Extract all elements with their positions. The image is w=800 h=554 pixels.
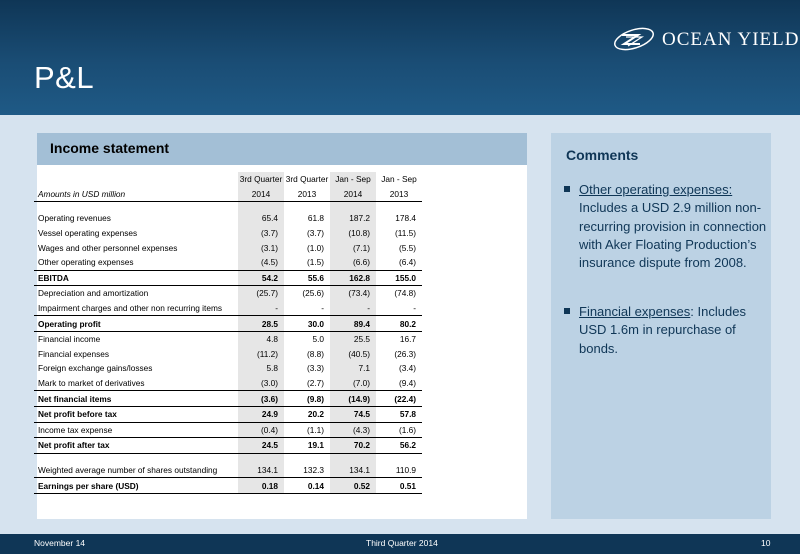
table-cell: (74.8)	[394, 288, 416, 299]
table-cell: (0.4)	[238, 422, 284, 438]
table-row-subtotal	[34, 391, 422, 407]
table-cell: (1.5)	[306, 257, 324, 268]
table-cell: 20.2	[284, 406, 330, 422]
table-cell: 0.51	[376, 478, 422, 494]
table-row-subtotal	[34, 478, 422, 494]
table-row	[34, 331, 422, 346]
table-cell: (5.5)	[398, 242, 416, 253]
table-cell: 56.2	[376, 438, 422, 454]
row-label: Financial income	[38, 334, 101, 345]
row-label: EBITDA	[34, 270, 238, 286]
table-cell: 0.52	[330, 478, 376, 494]
column-header-row-1	[34, 172, 422, 187]
table-row	[34, 361, 422, 376]
table-cell: 55.6	[284, 270, 330, 286]
table-cell: (9.8)	[284, 391, 330, 407]
table-cell: (2.7)	[306, 378, 324, 389]
column-header: Jan - Sep	[381, 174, 417, 185]
row-label: Mark to market of derivatives	[38, 378, 145, 389]
table-cell: 24.5	[238, 438, 284, 454]
units-label: Amounts in USD million	[34, 187, 238, 202]
table-row	[34, 240, 422, 255]
row-label: Wages and other personnel expenses	[38, 242, 178, 253]
table-row	[34, 301, 422, 316]
row-label: Net financial items	[34, 391, 238, 407]
table-cell: (6.4)	[398, 257, 416, 268]
column-header: 2014	[330, 187, 376, 202]
table-cell: (1.6)	[398, 424, 416, 435]
income-statement-title: Income statement	[50, 140, 170, 156]
table-cell: 132.3	[284, 463, 330, 478]
table-cell: (1.0)	[306, 242, 324, 253]
table-cell: 28.5	[238, 316, 284, 332]
table-cell: 187.2	[330, 211, 376, 226]
bullet-square-icon	[564, 308, 570, 314]
row-label: Depreciation and amortization	[38, 288, 149, 299]
table-cell: (73.4)	[330, 286, 376, 301]
footer-bar	[0, 534, 800, 554]
table-cell: 16.7	[399, 334, 416, 345]
table-cell: (7.0)	[330, 376, 376, 391]
table-row	[34, 422, 422, 438]
table-cell: (14.9)	[330, 391, 376, 407]
income-statement-table	[34, 172, 422, 494]
column-header: 2013	[284, 187, 330, 202]
table-cell: 110.9	[376, 463, 422, 478]
table-row	[34, 226, 422, 241]
table-row	[34, 347, 422, 362]
table-cell: 5.0	[312, 334, 324, 345]
table-cell: (3.7)	[238, 226, 284, 241]
table-cell: 65.4	[238, 211, 284, 226]
table-cell: 7.1	[330, 361, 376, 376]
table-cell: 24.9	[238, 406, 284, 422]
row-label: Other operating expenses	[38, 257, 134, 268]
table-cell: 0.18	[238, 478, 284, 494]
row-label: Weighted average number of shares outstanding	[34, 463, 238, 478]
table-cell: (3.1)	[238, 240, 284, 255]
table-cell: 134.1	[330, 463, 376, 478]
table-cell: (4.3)	[330, 422, 376, 438]
table-cell: (3.0)	[238, 376, 284, 391]
row-label: Income tax expense	[38, 424, 113, 435]
table-row	[34, 376, 422, 391]
table-cell: 0.14	[284, 478, 330, 494]
table-row-subtotal	[34, 270, 422, 286]
row-label: Financial expenses	[38, 348, 110, 359]
table-cell: (25.7)	[238, 286, 284, 301]
column-header: 3rd Quarter	[285, 174, 329, 185]
row-label: Operating revenues	[38, 213, 111, 224]
table-cell: (25.6)	[302, 288, 324, 299]
table-cell: 74.5	[330, 406, 376, 422]
page-title: P&L	[34, 60, 95, 95]
table-cell: (26.3)	[394, 348, 416, 359]
column-header: 2013	[376, 187, 422, 202]
logo-text: OCEAN YIELD	[662, 29, 800, 50]
table-cell: (22.4)	[376, 391, 422, 407]
table-cell: 30.0	[284, 316, 330, 332]
table-cell: (10.8)	[330, 226, 376, 241]
table-cell: (4.5)	[238, 255, 284, 270]
table-cell: 70.2	[330, 438, 376, 454]
footer-date: November 14	[34, 538, 86, 548]
row-label: Foreign exchange gains/losses	[38, 363, 153, 374]
table-cell: (3.7)	[306, 228, 324, 239]
comment-body: Includes a USD 2.9 million non-recurring provision in connection with Aker Floating Production’s insurance dispute from 2008.	[579, 200, 767, 271]
row-label: Net profit before tax	[34, 406, 238, 422]
table-cell: (6.6)	[330, 255, 376, 270]
table-row	[34, 255, 422, 270]
comment-heading: Financial expenses	[579, 304, 691, 319]
table-cell: 25.5	[330, 331, 376, 346]
row-label: Vessel operating expenses	[38, 228, 138, 239]
column-header: 3rd Quarter	[238, 172, 284, 187]
table-row	[34, 286, 422, 301]
table-cell: (3.3)	[306, 363, 324, 374]
table-cell: 155.0	[376, 270, 422, 286]
table-cell: (8.8)	[306, 348, 324, 359]
column-header: 2014	[238, 187, 284, 202]
table-cell: 178.4	[395, 213, 416, 224]
page-number: 10	[761, 538, 771, 548]
column-header-row-2	[34, 187, 422, 202]
company-logo	[612, 24, 800, 54]
table-cell: 54.2	[238, 270, 284, 286]
table-cell: (3.6)	[238, 391, 284, 407]
table-cell: 61.8	[307, 213, 324, 224]
income-statement-header	[37, 133, 527, 165]
table-row	[34, 211, 422, 226]
table-cell: (40.5)	[330, 347, 376, 362]
table-cell: 134.1	[238, 463, 284, 478]
ocean-yield-logo-icon	[612, 24, 656, 54]
table-cell: (11.2)	[238, 347, 284, 362]
table-cell: -	[330, 301, 376, 316]
header-banner	[0, 0, 800, 115]
table-cell: 5.8	[238, 361, 284, 376]
table-cell: 162.8	[330, 270, 376, 286]
row-label: Earnings per share (USD)	[34, 478, 238, 494]
comments-panel	[551, 133, 771, 519]
table-row-subtotal	[34, 406, 422, 422]
table-cell: 89.4	[330, 316, 376, 332]
footer-center-text: Third Quarter 2014	[366, 538, 438, 548]
table-cell: (7.1)	[330, 240, 376, 255]
bullet-square-icon	[564, 186, 570, 192]
comment-body: : Includes USD 1.6m in repurchase of bonds.	[579, 304, 746, 356]
table-cell: 19.1	[284, 438, 330, 454]
table-cell: -	[238, 301, 284, 316]
row-label: Impairment charges and other non recurring items	[38, 303, 223, 314]
table-row	[34, 463, 422, 478]
table-cell: -	[321, 303, 324, 314]
table-cell: (1.1)	[306, 424, 324, 435]
table-cell: -	[413, 303, 416, 314]
column-header: Jan - Sep	[330, 172, 376, 187]
table-cell: 57.8	[376, 406, 422, 422]
table-row-subtotal	[34, 316, 422, 332]
table-cell: 80.2	[376, 316, 422, 332]
comment-heading: Other operating expenses:	[579, 182, 733, 197]
table-cell: 4.8	[238, 331, 284, 346]
table-cell: (3.4)	[398, 363, 416, 374]
table-cell: (11.5)	[394, 228, 416, 239]
row-label: Net profit after tax	[34, 438, 238, 454]
comments-title: Comments	[566, 147, 639, 163]
table-row-subtotal	[34, 438, 422, 454]
table-cell: (9.4)	[398, 378, 416, 389]
row-label: Operating profit	[34, 316, 238, 332]
